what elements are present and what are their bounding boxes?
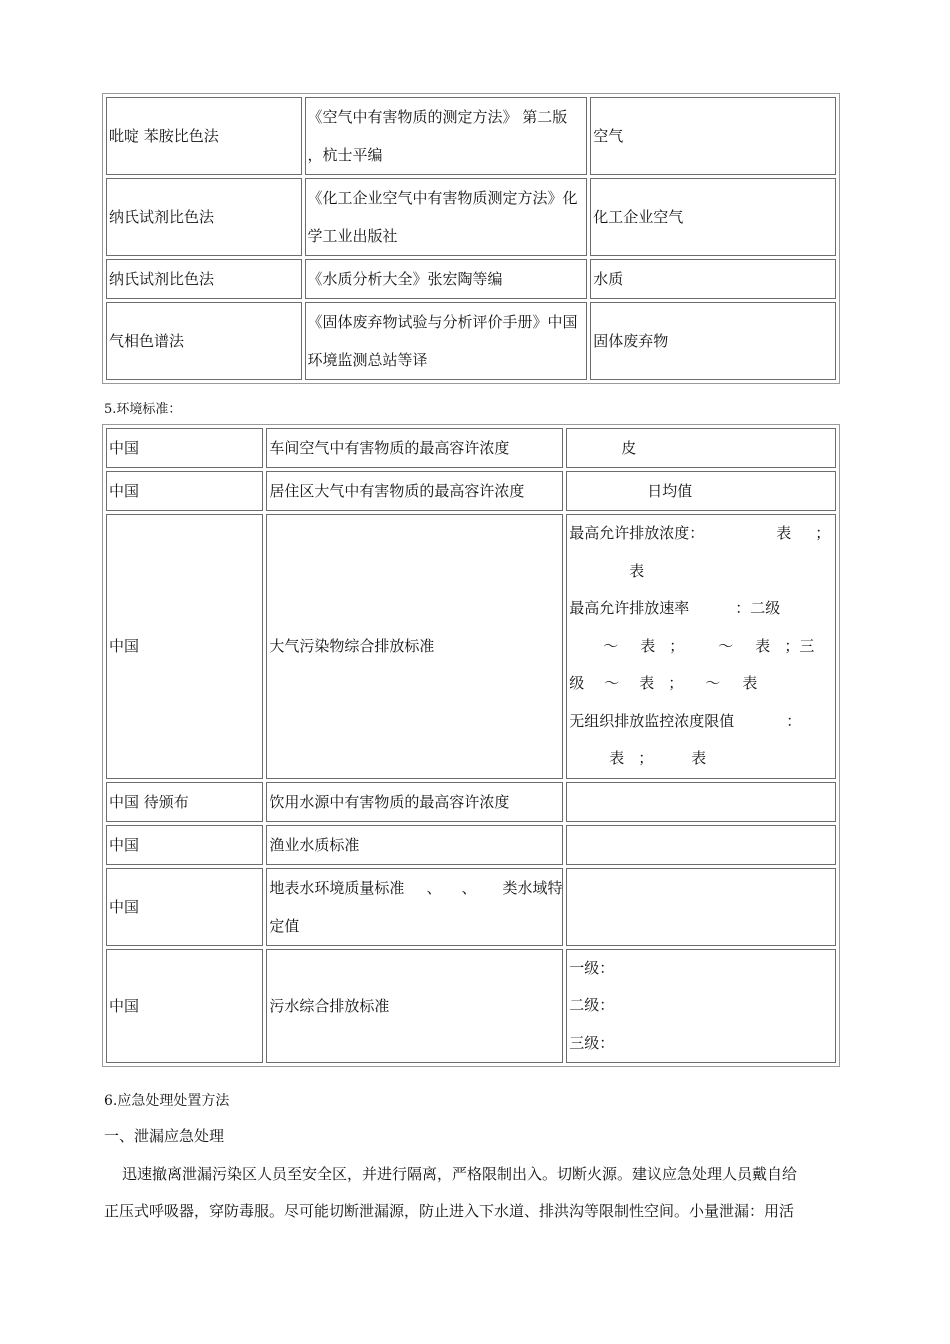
- country-cell: 中国: [106, 514, 263, 779]
- standard-cell: 车间空气中有害物质的最高容许浓度: [266, 428, 563, 468]
- table-row: [106, 825, 836, 865]
- value-line: 最高允许排放浓度： 表 ；: [569, 524, 831, 542]
- table-row: [106, 428, 836, 468]
- table-row: [106, 97, 836, 175]
- section-5-title: 5.环境标准：: [104, 402, 182, 417]
- standard-cell: 居住区大气中有害物质的最高容许浓度: [266, 471, 563, 511]
- standard-cell: 大气污染物综合排放标准: [266, 514, 563, 779]
- country-cell: 中国: [106, 868, 263, 946]
- standards-table: [102, 424, 840, 1067]
- applies-to-cell: 固体废弃物: [590, 302, 836, 380]
- methods-table: [102, 93, 840, 384]
- source-cell: 《固体废弃物试验与分析评价手册》中国环境监测总站等译: [305, 302, 588, 380]
- value-cell: [566, 514, 836, 779]
- value-cell: [566, 949, 836, 1064]
- source-cell: 《化工企业空气中有害物质测定方法》化学工业出版社: [305, 178, 588, 256]
- table-row: [106, 302, 836, 380]
- table-row: [106, 514, 836, 779]
- table-row: [106, 178, 836, 256]
- country-cell: 中国: [106, 949, 263, 1064]
- value-cell: 皮: [566, 428, 836, 468]
- table-row: [106, 471, 836, 511]
- country-cell: 中国 待颁布: [106, 782, 263, 822]
- standard-cell: 地表水环境质量标准 、 、 类水域特 定值: [266, 868, 563, 946]
- standard-cell: 饮用水源中有害物质的最高容许浓度: [266, 782, 563, 822]
- table-row: [106, 949, 836, 1064]
- table-row: [106, 259, 836, 299]
- applies-to-cell: 水质: [590, 259, 836, 299]
- value-line: 表 ； 表: [609, 749, 707, 767]
- table-row: [106, 782, 836, 822]
- value-line: 无组织排放监控浓度限值 ：: [569, 711, 802, 730]
- method-cell: 气相色谱法: [106, 302, 302, 380]
- applies-to-cell: 化工企业空气: [590, 178, 836, 256]
- value-cell: [566, 782, 836, 822]
- value-line: 一级：: [569, 958, 615, 977]
- source-cell: 《空气中有害物质的测定方法》 第二版 ，杭士平编: [305, 97, 588, 175]
- value-line: 最高允许排放速率 ：二级: [569, 599, 781, 617]
- value-line: 表: [629, 561, 645, 580]
- value-line: ～ 表 ； ～ 表 ；三: [603, 636, 815, 655]
- standard-cell: 渔业水质标准: [266, 825, 563, 865]
- method-cell: 纳氏试剂比色法: [106, 178, 302, 256]
- paragraph-line: 正压式呼吸器，穿防毒服。尽可能切断泄漏源，防止进入下水道、排洪沟等限制性空间。小量泄漏：用活: [104, 1202, 795, 1220]
- value-line: 二级：: [569, 996, 615, 1014]
- standard-cell: 污水综合排放标准: [266, 949, 563, 1064]
- applies-to-cell: 空气: [590, 97, 836, 175]
- method-cell: 吡啶 苯胺比色法: [106, 97, 302, 175]
- table-row: [106, 868, 836, 946]
- section-6-subtitle: 一、泄漏应急处理: [104, 1127, 225, 1145]
- value-line: 三级：: [569, 1033, 615, 1052]
- country-cell: 中国: [106, 825, 263, 865]
- method-cell: 纳氏试剂比色法: [106, 259, 302, 299]
- value-cell: [566, 868, 836, 946]
- value-cell: 日均值: [566, 471, 836, 511]
- country-cell: 中国: [106, 428, 263, 468]
- value-cell: [566, 825, 836, 865]
- paragraph-line: 迅速撤离泄漏污染区人员至安全区，并进行隔离，严格限制出入。切断火源。建议应急处理人员戴自给: [122, 1165, 798, 1183]
- country-cell: 中国: [106, 471, 263, 511]
- value-line: 级 ～ 表 ； ～ 表: [569, 674, 758, 692]
- source-cell: 《水质分析大全》张宏陶等编: [305, 259, 588, 299]
- section-6-title: 6.应急处理处置方法: [104, 1093, 230, 1109]
